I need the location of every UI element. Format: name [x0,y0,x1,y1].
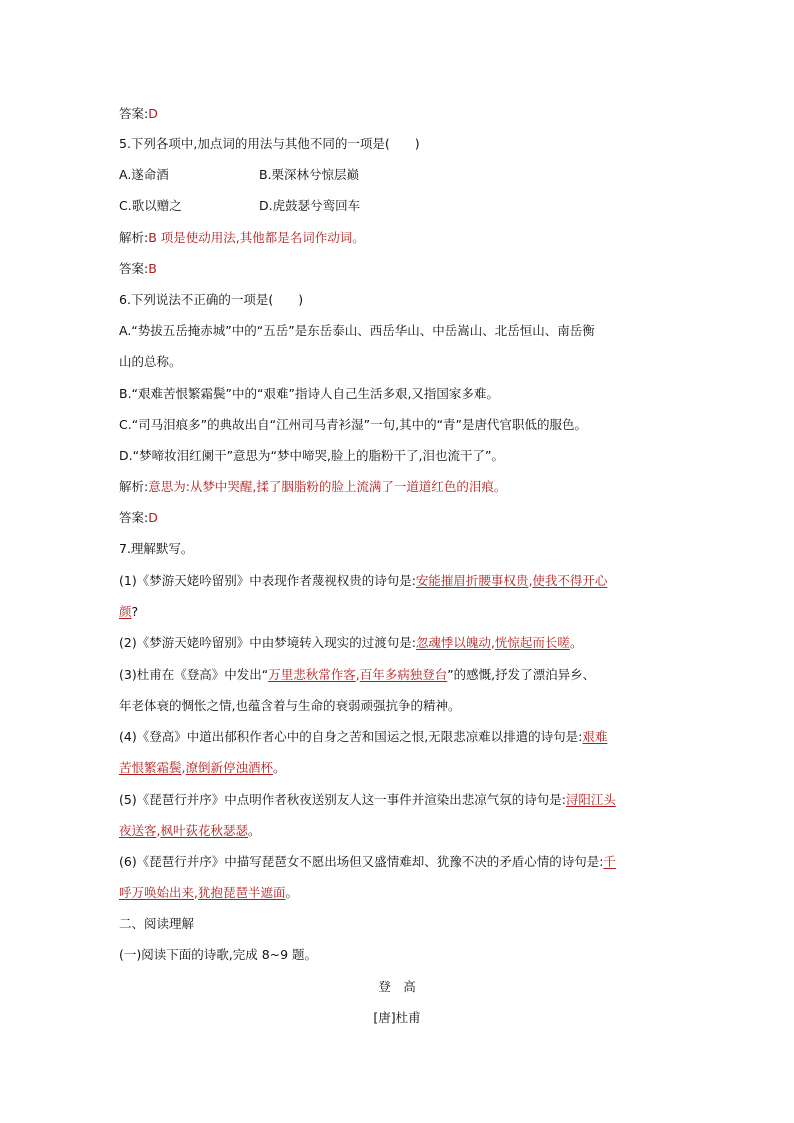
question-5: 5.下列各项中,加点词的用法与其他不同的一项是( ) [119,136,420,151]
q7-2-answer-a: 忽魂悸以魄动 [415,635,491,650]
poem-author: [唐]杜甫 [373,1010,421,1025]
q7-item-4 [119,729,607,745]
q7-item-2 [119,635,582,651]
question-7: 7.理解默写。 [119,541,194,556]
analysis-label: 解析: [119,479,149,494]
q7-6-answer-a-cont: 呼万唤始出来 [119,885,195,900]
q7-6-end: 。 [285,885,299,900]
q7-item-3 [119,667,595,683]
q7-1-answer-b-cont: 颜 [119,604,132,619]
q7-item-3-cont: 年老体衰的惆怅之情,也蕴含着与生命的衰弱顽强抗争的精神。 [119,698,461,713]
reading-instruction: (一)阅读下面的诗歌,完成 8~9 题。 [119,947,318,962]
q7-4-prompt: (4)《登高》中道出郁积作者心中的自身之苦和国运之恨,无限悲凉难以排遣的诗句是: [119,729,583,744]
answer-label: 答案: [119,261,149,276]
answer-value: D [148,106,158,121]
q7-1-answer-b: 使我不得开心 [532,573,608,588]
q7-item-4-cont [119,760,286,776]
q7-item-1-cont [119,604,138,620]
q6-option-b: B.“艰难苦恨繁霜鬓”中的“艰难”指诗人自己生活多艰,又指国家多难。 [119,386,499,401]
q7-5-answer-b: 枫叶荻花秋瑟瑟 [160,823,249,838]
q6-option-c: C.“司马泪痕多”的典故出自“江州司马青衫湿”一句,其中的“青”是唐代官职低的服色。 [119,417,588,432]
option-b: B.栗深林兮惊层巅 [259,167,360,182]
q6-option-a-cont: 山的总称。 [119,354,182,369]
q7-3-answer-b: 百年多病独登台 [359,667,448,682]
option-row-cd [119,198,679,214]
q7-6-comma: , [194,885,198,900]
q7-5-prompt: (5)《琵琶行并序》中点明作者秋夜送别友人这一事件并渲染出悲凉气氛的诗句是: [119,792,566,807]
q7-item-5 [119,792,616,808]
q7-4-answer-a-cont: 苦恨繁霜鬓 [119,760,182,775]
section-heading-reading: 二、阅读理解 [119,916,195,931]
q7-4-comma: , [181,760,186,775]
option-d: D.虎鼓瑟兮鸾回车 [259,198,361,213]
answer-value: B [148,261,157,276]
answer-value: D [148,510,158,525]
q7-item-5-cont [119,823,261,839]
q7-item-6-cont [119,885,298,901]
answer-line-5 [119,261,157,277]
answer-line-4 [119,106,158,122]
q7-3-answer-a: 万里悲秋常作客 [268,667,356,682]
q7-2-end: 。 [569,635,583,650]
q7-4-end: 。 [273,760,286,775]
q7-3-rest: ”的感慨,抒发了漂泊异乡、 [447,667,596,682]
answer-label: 答案: [119,106,149,121]
q7-4-answer-b: 潦倒新停浊酒杯 [185,760,274,775]
option-c: C.歌以赠之 [119,198,182,213]
question-6: 6.下列说法不正确的一项是( ) [119,292,304,307]
q7-5-end: 。 [248,823,261,838]
q7-1-answer-a: 安能摧眉折腰事权贵 [415,573,529,588]
analysis-6 [119,479,506,495]
q7-6-answer-a: 千 [603,854,616,869]
q7-5-answer-a-cont: 夜送客 [119,823,157,838]
analysis-label: 解析: [119,230,149,245]
option-a: A.遂命酒 [119,167,169,182]
q7-5-answer-a: 浔阳江头 [565,792,616,807]
q7-5-comma: , [156,823,161,838]
q7-4-answer-a: 艰难 [582,729,608,744]
q6-option-d: D.“梦啼妆泪红阑干”意思为“梦中啼哭,脸上的脂粉干了,泪也流干了”。 [119,448,504,463]
poem-title: 登 高 [378,979,416,994]
option-row-ab [119,167,679,183]
analysis-text: B 项是使动用法,其他都是名词作动词。 [148,230,365,245]
q7-3-prompt: (3)杜甫在《登高》中发出“ [119,667,269,682]
q7-2-comma: , [490,635,495,650]
q7-1-comma: , [528,573,533,588]
analysis-text: 意思为:从梦中哭醒,揉了胭脂粉的脸上流满了一道道红色的泪痕。 [148,479,507,494]
q6-option-a: A.“势拔五岳掩赤城”中的“五岳”是东岳泰山、西岳华山、中岳嵩山、北岳恒山、南岳衡 [119,323,595,338]
q7-item-1 [119,573,607,589]
analysis-5 [119,230,365,246]
q7-3-comma: , [355,667,360,682]
answer-line-6 [119,510,158,526]
q7-2-answer-b: 恍惊起而长嗟 [494,635,570,650]
q7-1-prompt: (1)《梦游天姥吟留别》中表现作者蔑视权贵的诗句是: [119,573,416,588]
q7-item-6 [119,854,616,870]
q7-6-prompt: (6)《琵琶行并序》中描写琵琶女不愿出场但又盛情难却、犹豫不决的矛盾心情的诗句是: [119,854,604,869]
q7-6-answer-b: 犹抱琵琶半遮面 [198,885,286,900]
answer-label: 答案: [119,510,149,525]
q7-1-end: ? [131,604,139,619]
q7-2-prompt: (2)《梦游天姥吟留别》中由梦境转入现实的过渡句是: [119,635,416,650]
